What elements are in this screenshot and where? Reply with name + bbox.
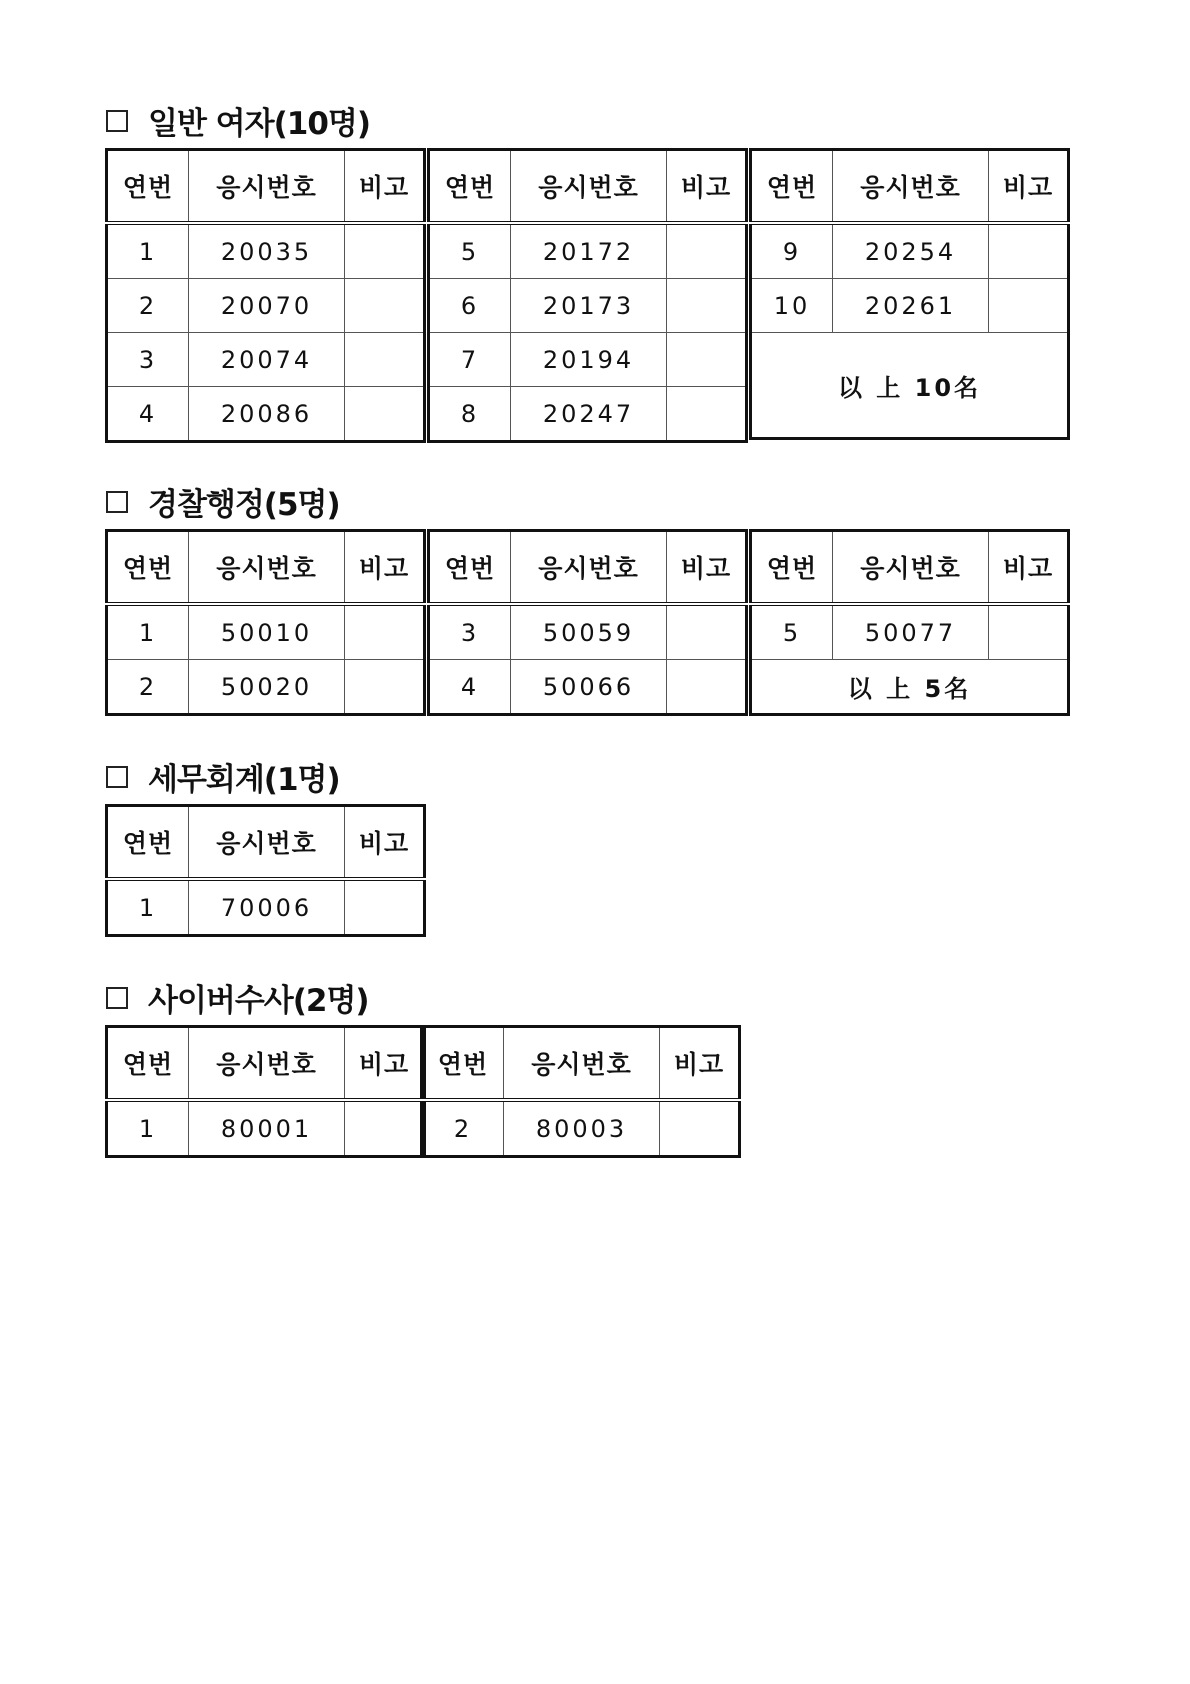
header-note: 비고 [667,531,747,605]
table-general-female-1 [105,148,426,443]
table-police-admin-3 [749,529,1070,716]
header-id: 응시번호 [189,150,345,224]
table-row: 5 50077 [751,604,1069,660]
header-note: 비고 [345,150,425,224]
header-note: 비고 [989,531,1069,605]
table-row: 1 20035 [107,223,425,279]
table-row: 3 20074 [107,333,425,387]
header-note: 비고 [345,806,425,880]
table-row: 2 20070 [107,279,425,333]
section-title-police-admin: 경찰행정(5명) [106,479,340,524]
header-id: 응시번호 [511,531,667,605]
table-row: 4 50066 [429,660,747,715]
header-id: 응시번호 [189,806,345,880]
checkbox-square-icon [106,766,128,788]
section-title-tax-accounting: 세무회계(1명) [106,754,340,799]
header-note: 비고 [989,150,1069,224]
table-cyber-investigation-1 [105,1025,426,1158]
header-no: 연번 [107,531,189,605]
header-no: 연번 [107,806,189,880]
header-no: 연번 [107,150,189,224]
section-title-cyber-investigation: 사이버수사(2명) [106,975,369,1020]
table-row: 6 20173 [429,279,747,333]
checkbox-square-icon [106,987,128,1009]
table-row: 2 50020 [107,660,425,715]
table-row: 3 50059 [429,604,747,660]
header-note: 비고 [345,1027,425,1101]
table-row: 1 70006 [107,879,425,936]
total-label: 以 上 5名 [751,660,1069,715]
section-title-general-female: 일반 여자(10명) [106,98,370,143]
table-police-admin-2 [427,529,748,716]
total-label: 以 上 10名 [751,333,1069,439]
header-no: 연번 [751,531,833,605]
table-row: 10 20261 [751,279,1069,333]
table-cyber-investigation-2 [420,1025,741,1158]
table-row: 7 20194 [429,333,747,387]
table-row: 4 20086 [107,387,425,442]
header-id: 응시번호 [833,531,989,605]
header-id: 응시번호 [189,531,345,605]
header-note: 비고 [667,150,747,224]
header-id: 응시번호 [189,1027,345,1101]
table-general-female-2 [427,148,748,443]
table-police-admin-1 [105,529,426,716]
table-row: 8 20247 [429,387,747,442]
table-tax-accounting-1 [105,804,426,937]
header-id: 응시번호 [504,1027,660,1101]
header-note: 비고 [660,1027,740,1101]
header-id: 응시번호 [833,150,989,224]
header-id: 응시번호 [511,150,667,224]
table-row: 1 50010 [107,604,425,660]
table-row: 9 20254 [751,223,1069,279]
header-no: 연번 [429,150,511,224]
table-general-female-3 [749,148,1070,440]
table-row: 2 80003 [422,1100,740,1157]
table-row: 1 80001 [107,1100,425,1157]
header-no: 연번 [429,531,511,605]
header-no: 연번 [422,1027,504,1101]
header-no: 연번 [107,1027,189,1101]
table-row: 5 20172 [429,223,747,279]
header-note: 비고 [345,531,425,605]
checkbox-square-icon [106,110,128,132]
checkbox-square-icon [106,491,128,513]
header-no: 연번 [751,150,833,224]
